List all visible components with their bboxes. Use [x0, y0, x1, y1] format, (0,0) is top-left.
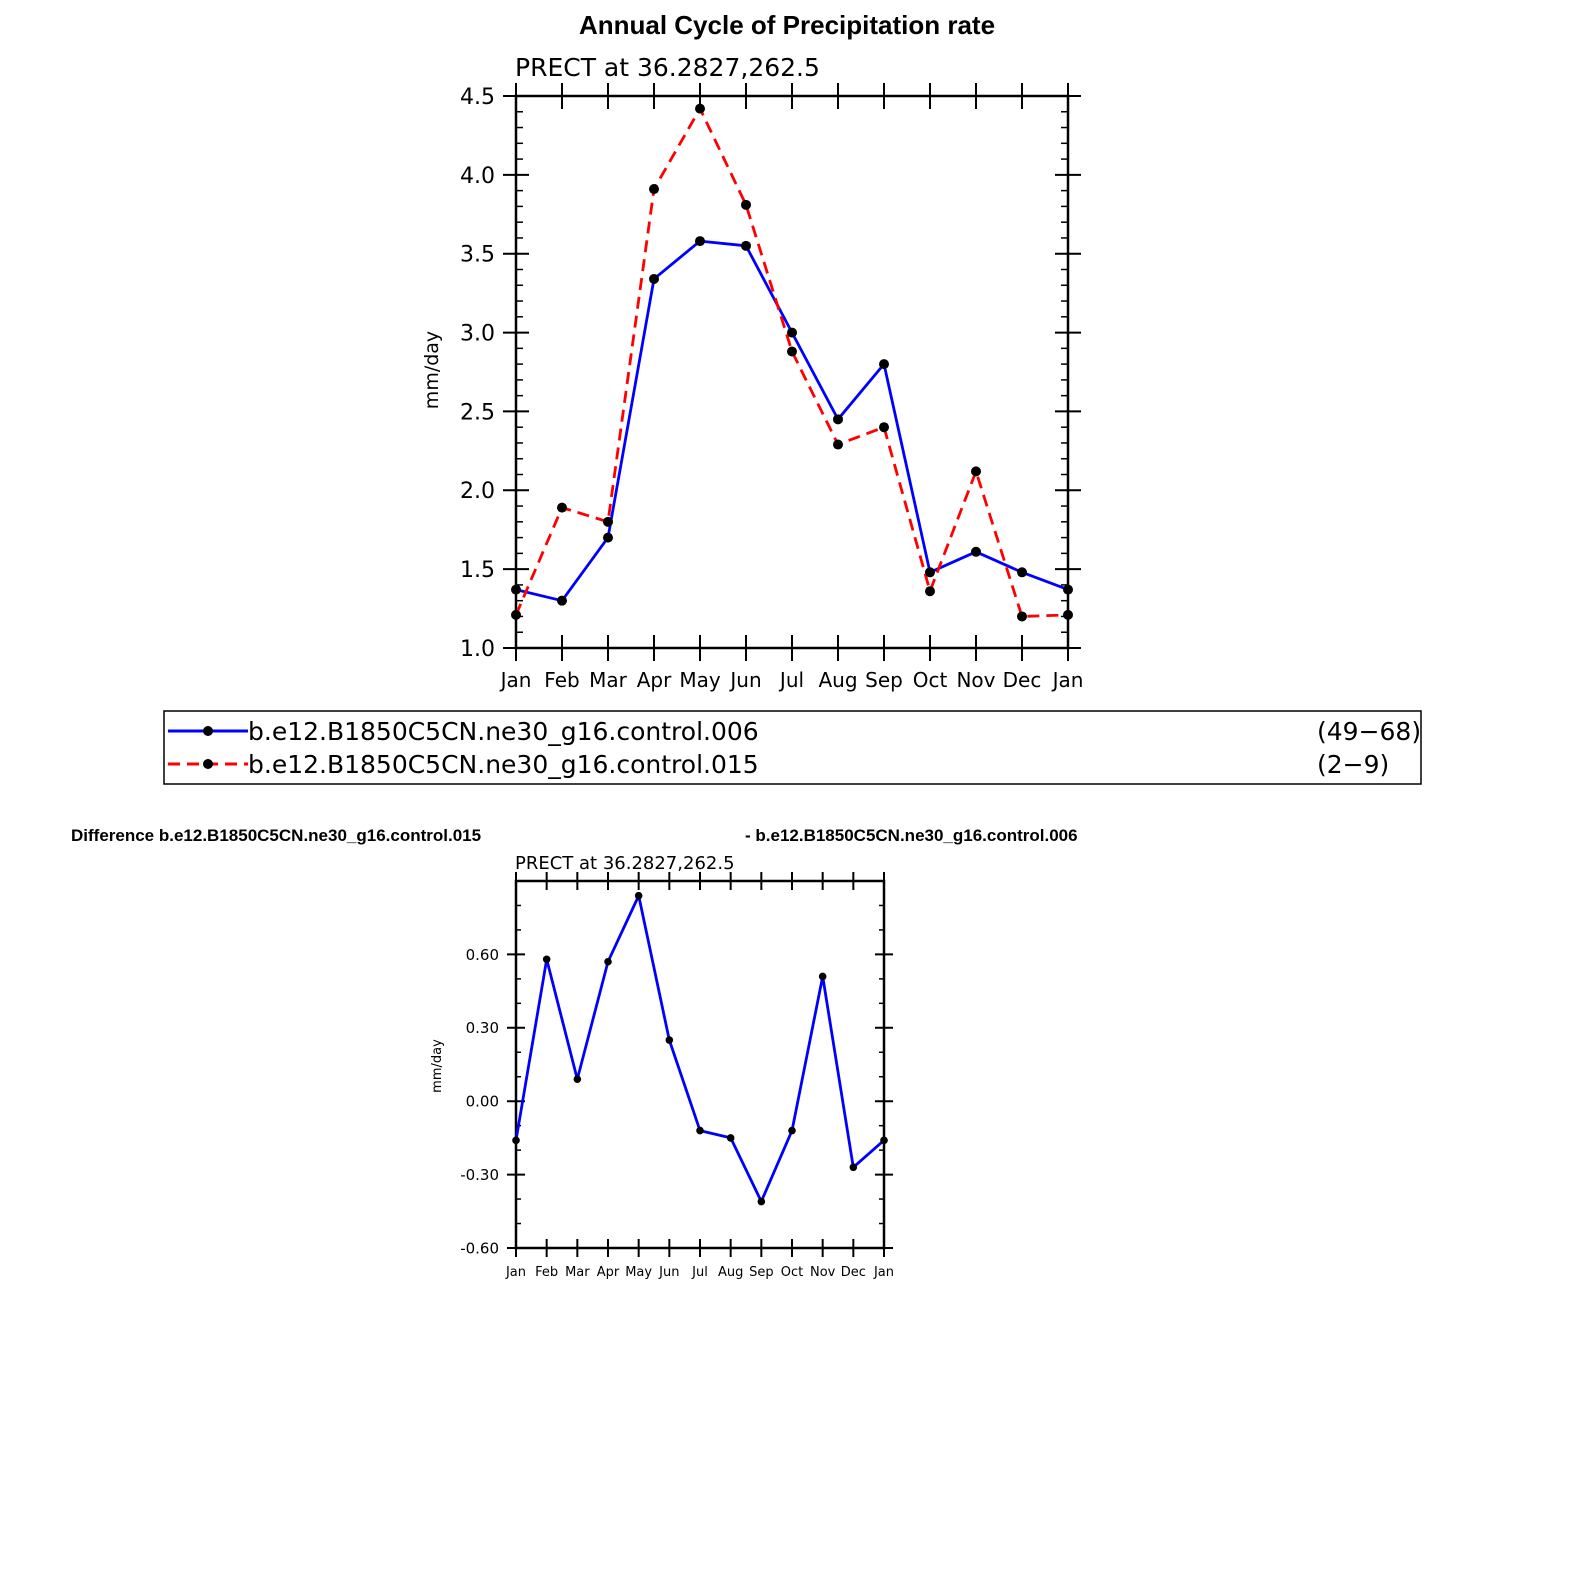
- x-tick-label: Feb: [544, 668, 580, 692]
- chart1-series: [511, 104, 1073, 622]
- chart2-series: [512, 892, 888, 1205]
- series-2-point: [833, 440, 843, 450]
- y-tick-label: 2.5: [460, 400, 495, 426]
- y-tick-label: 0.60: [465, 945, 499, 964]
- series-1-point: [787, 328, 797, 338]
- series-1-point: [574, 1075, 582, 1083]
- series-2-point: [787, 346, 797, 356]
- series-1-point: [1017, 567, 1027, 577]
- x-tick-label: Nov: [809, 1265, 836, 1280]
- series-2-point: [649, 184, 659, 194]
- x-tick-label: Jan: [873, 1265, 895, 1280]
- chart1-subtitle: PRECT at 36.2827,262.5: [515, 53, 820, 82]
- y-tick-label: 4.5: [460, 84, 495, 110]
- series-1-point: [833, 414, 843, 424]
- chart2-title-right: - b.e12.B1850C5CN.ne30_g16.control.006: [745, 826, 1078, 845]
- series-2-point: [557, 503, 567, 513]
- series-2-point: [741, 200, 751, 210]
- x-tick-label: Jan: [1052, 668, 1084, 692]
- series-1-point: [603, 533, 613, 543]
- chart1-y-tick-labels: [460, 85, 495, 662]
- chart2-plot-frame: [516, 881, 884, 1248]
- chart1-y-axis-label: mm/day: [421, 330, 443, 410]
- y-tick-label: 0.30: [465, 1019, 499, 1038]
- x-tick-label: Feb: [535, 1265, 559, 1280]
- series-1-point: [758, 1198, 766, 1206]
- x-tick-label: May: [679, 668, 721, 692]
- y-tick-label: -0.30: [460, 1166, 499, 1184]
- series-2-point: [971, 466, 981, 476]
- chart1-legend: [164, 711, 1421, 784]
- chart1-plot-frame: [516, 96, 1068, 648]
- legend-label-series-2: b.e12.B1850C5CN.ne30_g16.control.015: [248, 750, 759, 779]
- series-1-point: [819, 973, 827, 981]
- series-2-point: [603, 517, 613, 527]
- chart2-y-axis-label: mm/day: [430, 1039, 445, 1093]
- y-tick-label: 1.5: [460, 558, 495, 584]
- chart2-y-tick-labels: [460, 946, 499, 1258]
- y-tick-label: 3.5: [460, 242, 495, 268]
- chart1-title: Annual Cycle of Precipitation rate: [578, 10, 996, 40]
- y-tick-label: 4.0: [460, 163, 495, 189]
- x-tick-label: Aug: [717, 1265, 744, 1280]
- series-1-point: [880, 1137, 888, 1145]
- series-1-point: [1063, 585, 1073, 595]
- series-1-point: [649, 274, 659, 284]
- x-tick-label: Jun: [730, 668, 762, 692]
- legend-years-series-1: (49−68): [1317, 717, 1422, 746]
- series-1-point: [971, 547, 981, 557]
- series-1-point: [635, 892, 643, 900]
- x-tick-label: Apr: [636, 668, 672, 692]
- series-1-point: [727, 1134, 735, 1142]
- chart2-ticks: [507, 872, 893, 1257]
- series-1-point: [695, 236, 705, 246]
- x-tick-label: Jun: [659, 1265, 680, 1280]
- x-tick-label: Sep: [749, 1265, 774, 1280]
- x-tick-label: May: [625, 1265, 653, 1280]
- series-1-point: [666, 1036, 674, 1044]
- chart1-ticks: [503, 83, 1081, 661]
- series-1-point: [850, 1163, 858, 1171]
- y-tick-label: 2.0: [460, 479, 495, 505]
- series-1-point: [788, 1127, 796, 1135]
- x-tick-label: Oct: [780, 1265, 804, 1280]
- y-tick-label: -0.60: [460, 1239, 499, 1258]
- series-1-point: [557, 596, 567, 606]
- series-2-point: [1063, 610, 1073, 620]
- series-1-point: [511, 585, 521, 595]
- x-tick-label: Jan: [500, 668, 532, 692]
- x-tick-label: Oct: [912, 668, 948, 692]
- series-1-point: [543, 955, 551, 963]
- x-tick-label: Dec: [1002, 668, 1042, 692]
- series-1-point: [925, 567, 935, 577]
- annual-cycle-chart: [421, 10, 1083, 692]
- legend-marker-series-2: [203, 759, 213, 769]
- chart2-x-tick-labels: [505, 1265, 894, 1280]
- chart1-x-tick-labels: [499, 668, 1084, 692]
- series-2-point: [511, 610, 521, 620]
- series-1-point: [741, 241, 751, 251]
- x-tick-label: Jul: [779, 668, 805, 692]
- series-1-point: [604, 958, 612, 966]
- series-2-point: [925, 586, 935, 596]
- x-tick-label: Sep: [865, 668, 903, 692]
- series-1-point: [512, 1137, 520, 1145]
- series-line-1: [516, 896, 884, 1202]
- y-tick-label: 3.0: [460, 321, 495, 347]
- series-2-point: [879, 422, 889, 432]
- legend-marker-series-1: [203, 726, 213, 736]
- series-2-point: [695, 104, 705, 114]
- x-tick-label: Jul: [692, 1265, 708, 1280]
- x-tick-label: Nov: [956, 668, 996, 692]
- legend-years-series-2: (2−9): [1317, 750, 1390, 779]
- x-tick-label: Aug: [818, 668, 858, 692]
- chart2-subtitle: PRECT at 36.2827,262.5: [515, 853, 735, 874]
- series-line-2: [516, 109, 1068, 617]
- x-tick-label: Mar: [589, 668, 627, 692]
- chart2-title-left: Difference b.e12.B1850C5CN.ne30_g16.control.015: [71, 826, 482, 845]
- x-tick-label: Jan: [505, 1265, 527, 1280]
- x-tick-label: Apr: [596, 1265, 620, 1280]
- series-2-point: [1017, 611, 1027, 621]
- series-line-1: [516, 241, 1068, 601]
- y-tick-label: 1.0: [460, 636, 495, 662]
- x-tick-label: Dec: [840, 1265, 866, 1280]
- y-tick-label: 0.00: [465, 1092, 499, 1111]
- x-tick-label: Mar: [565, 1265, 590, 1280]
- legend-label-series-1: b.e12.B1850C5CN.ne30_g16.control.006: [248, 717, 759, 746]
- difference-chart: [71, 826, 1078, 1280]
- series-1-point: [696, 1127, 704, 1135]
- series-1-point: [879, 359, 889, 369]
